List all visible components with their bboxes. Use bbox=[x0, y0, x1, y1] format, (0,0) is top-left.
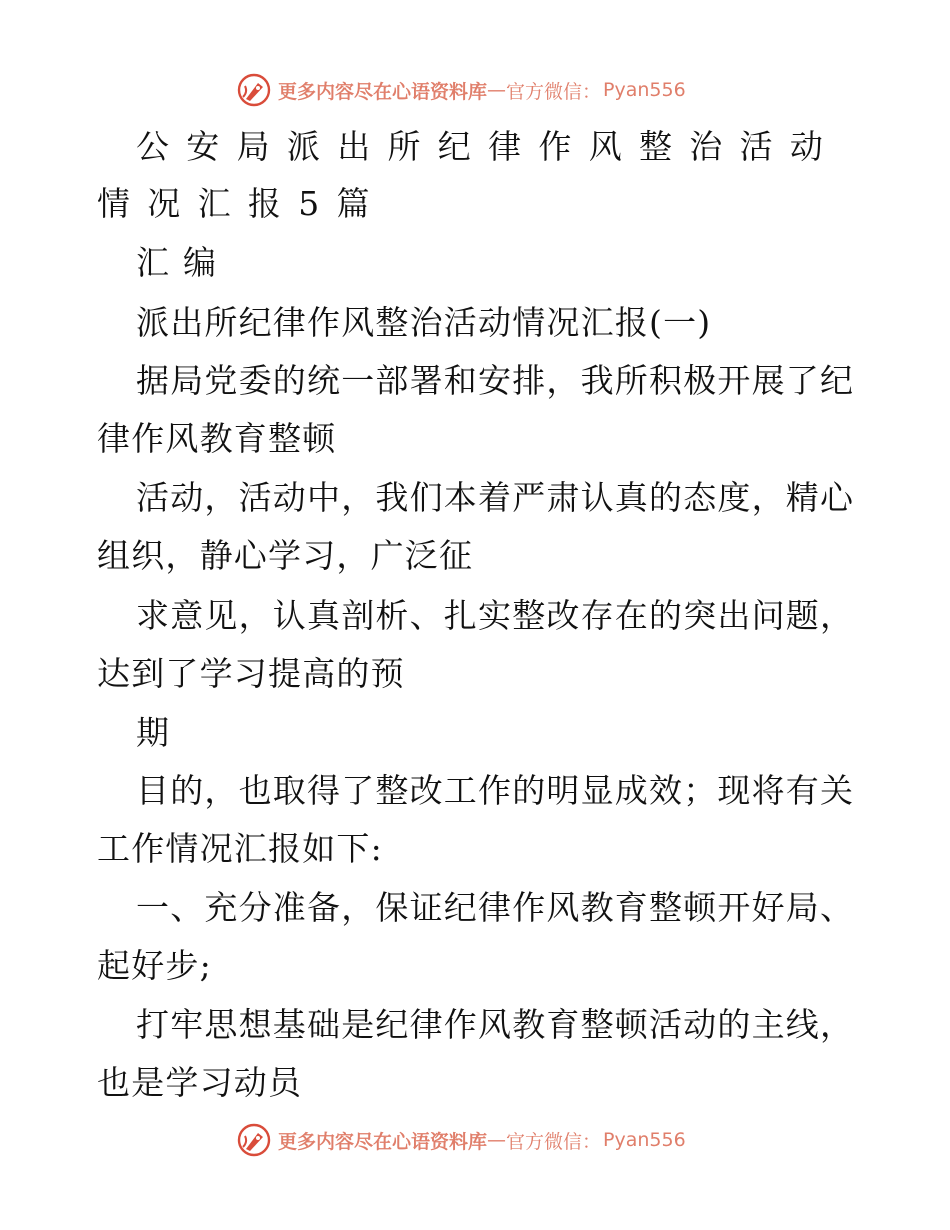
text-line: 一、充分准备，保证纪律作风教育整顿开好局、 bbox=[136, 888, 855, 927]
text-line: 工作情况汇报如下: bbox=[97, 829, 383, 868]
document-title-line-1: 公安局派出所纪律作风整治活动 bbox=[136, 127, 841, 166]
banner-dash: — bbox=[487, 1129, 507, 1151]
text-line: 目的，也取得了整改工作的明显成效；现将有关 bbox=[136, 771, 855, 810]
document-subtitle: 汇编 bbox=[136, 243, 230, 282]
wechat-label: 官方微信： bbox=[506, 80, 602, 103]
text-line: 打牢思想基础是纪律作风教育整顿活动的主线， bbox=[136, 1005, 855, 1044]
text-line: 活动，活动中，我们本着严肃认真的态度，精心 bbox=[136, 478, 855, 517]
document-title-line-2: 情况汇报5篇 bbox=[97, 184, 387, 223]
pen-nib-logo-icon bbox=[236, 1122, 272, 1158]
text-line: 期 bbox=[136, 713, 171, 752]
header-banner bbox=[236, 72, 686, 108]
library-name: 更多内容尽在心语资料库 bbox=[278, 80, 488, 103]
wechat-handle: Pyan556 bbox=[603, 1129, 686, 1151]
text-line: 派出所纪律作风整治活动情况汇报(一) bbox=[136, 303, 712, 342]
text-line: 据局党委的统一部署和安排，我所积极开展了纪 bbox=[136, 361, 855, 400]
library-name: 更多内容尽在心语资料库 bbox=[278, 1130, 488, 1153]
footer-banner bbox=[236, 1122, 686, 1158]
text-line: 达到了学习提高的预 bbox=[97, 654, 405, 693]
text-line: 组织，静心学习，广泛征 bbox=[97, 536, 474, 575]
wechat-label: 官方微信： bbox=[506, 1130, 602, 1153]
wechat-handle: Pyan556 bbox=[603, 79, 686, 101]
banner-dash: — bbox=[487, 79, 507, 101]
text-line: 也是学习动员 bbox=[97, 1063, 303, 1102]
text-line: 起好步; bbox=[97, 946, 212, 985]
text-line: 律作风教育整顿 bbox=[97, 419, 337, 458]
text-line: 求意见，认真剖析、扎实整改存在的突出问题， bbox=[136, 596, 855, 635]
pen-nib-logo-icon bbox=[236, 72, 272, 108]
